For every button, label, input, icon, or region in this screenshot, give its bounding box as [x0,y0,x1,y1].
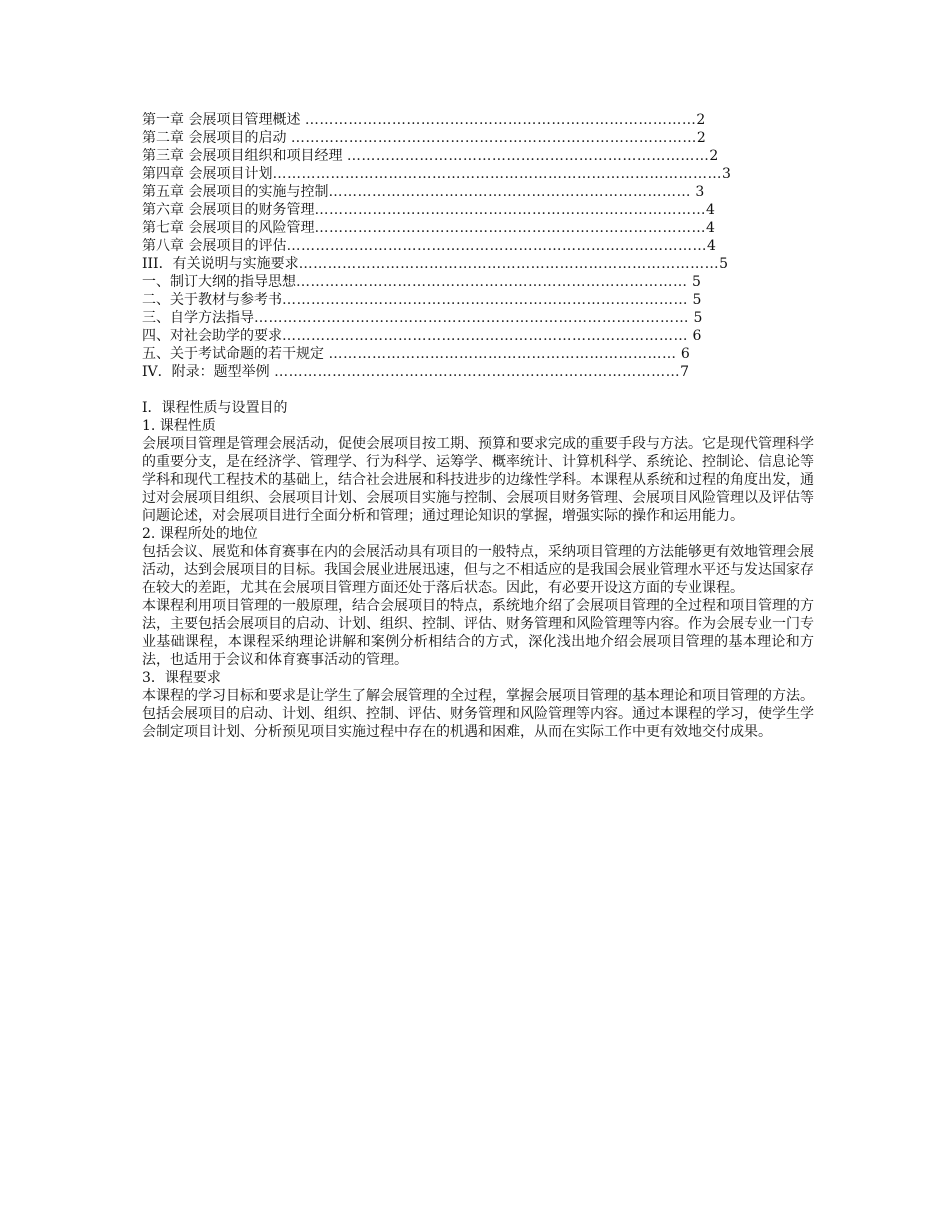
toc-entry-title: 第六章 会展项目的财务管理 [142,202,315,218]
toc-page-number: 2 [709,148,719,164]
toc-page-number: 6 [676,346,690,362]
toc-leader-dots: ……………………………………………………………………… [296,274,688,290]
toc-page-number: 5 [719,256,729,272]
spacer [142,381,822,399]
paragraph-requirements: 本课程的学习目标和要求是让学生了解会展管理的全过程，掌握会展项目管理的基本理论和项目管理的方法。包括会展项目的启动、计划、组织、控制、评估、财务管理和风险管理等内容。通过本课程的学习，使学生学会制定项目计划、分析预见项目实施过程中存在的机遇和困难，从而在实际工作中更有效地交付成果。 [142,688,814,740]
toc-page-number: 4 [705,220,715,236]
subsection-title-requirements: 3．课程要求 [142,670,221,686]
toc-page-number: 4 [705,202,715,218]
toc-leader-dots: ………………………………………………………………………… [290,130,697,146]
table-of-contents [142,111,822,381]
toc-entry-title: IV．附录：题型举例 [142,364,275,380]
toc-entry[interactable] [142,147,822,165]
toc-leader-dots: ……………………………………………………………………… [304,112,697,128]
toc-entry-title: 一、制订大纲的指导思想 [142,274,296,290]
toc-entry-title: 第五章 会展项目的实施与控制 [142,184,329,200]
toc-leader-dots: ………………………………………………………………………………… [272,166,722,182]
toc-leader-dots: …………………………………………………………………………… [298,256,720,272]
toc-entry[interactable] [142,129,822,147]
toc-entry[interactable] [142,237,822,255]
document-page [142,111,822,741]
toc-leader-dots: ……………………………………………………………………… [314,202,706,218]
toc-entry[interactable] [142,165,822,183]
toc-entry[interactable] [142,255,822,273]
toc-page-number: 3 [690,184,705,200]
toc-page-number: 3 [721,166,731,182]
toc-page-number: 5 [688,292,702,308]
toc-leader-dots: ………………………………………………………………… [346,148,710,164]
subsection-title-nature: 1. 课程性质 [142,418,216,434]
toc-leader-dots: …………………………………………………………………………… [286,238,707,254]
toc-entry[interactable] [142,291,822,309]
toc-entry-title: 四、对社会助学的要求 [142,328,282,344]
toc-entry-title: 二、关于教材与参考书 [142,292,282,308]
toc-entry-title: III．有关说明与实施要求 [142,256,299,272]
toc-entry[interactable] [142,183,822,201]
toc-leader-dots: ………………………………………………………………… [328,184,691,200]
toc-leader-dots: ………………………………………………………………………… [282,328,688,344]
toc-entry-title: 第四章 会展项目计划 [142,166,273,182]
toc-page-number: 4 [706,238,716,254]
section-title: I．课程性质与设置目的 [142,400,288,416]
paragraph-content: 本课程利用项目管理的一般原理，结合会展项目的特点，系统地介绍了会展项目管理的全过程和项目管理的方法，主要包括会展项目的启动、计划、组织、控制、评估、财务管理和风险管理等内容。作为会展专业一门专业基础课程，本课程采纳理论讲解和案例分析相结合的方式，深化浅出地介绍会展项目管理的基本理论和方法，也适用于会议和体育赛事活动的管理。 [142,598,814,668]
toc-entry[interactable] [142,219,822,237]
toc-entry-title: 第三章 会展项目组织和项目经理 [142,148,347,164]
toc-page-number: 7 [680,364,690,380]
paragraph-position: 包括会议、展览和体育赛事在内的会展活动具有项目的一般特点，采纳项目管理的方法能够更有效地管理会展活动，达到会展项目的目标。我国会展业进展迅速，但与之不相适应的是我国会展业管理水平还与发达国家存在较大的差距，尤其在会展项目管理方面还处于落后状态。因此，有必要开设这方面的专业课程。 [142,544,814,596]
toc-entry[interactable] [142,273,822,291]
subsection-title-position: 2. 课程所处的地位 [142,526,258,542]
toc-page-number: 2 [696,112,706,128]
toc-entry[interactable] [142,309,822,327]
toc-entry[interactable] [142,363,822,381]
toc-entry-title: 五、关于考试命题的若干规定 [142,346,329,362]
toc-entry[interactable] [142,327,822,345]
toc-page-number: 5 [687,274,701,290]
toc-entry[interactable] [142,111,822,129]
toc-entry[interactable] [142,201,822,219]
toc-entry-title: 第二章 会展项目的启动 [142,130,291,146]
toc-leader-dots: ……………………………………………………………… [328,346,677,362]
toc-entry[interactable] [142,345,822,363]
toc-leader-dots: ………………………………………………………………………… [282,292,688,308]
toc-leader-dots: ……………………………………………………………………… [314,220,706,236]
toc-page-number: 6 [688,328,702,344]
toc-entry-title: 三、自学方法指导 [142,310,254,326]
toc-page-number: 2 [696,130,706,146]
toc-page-number: 5 [689,310,703,326]
toc-entry-title: 第七章 会展项目的风险管理 [142,220,315,236]
toc-entry-title: 第八章 会展项目的评估 [142,238,287,254]
toc-leader-dots: ………………………………………………………………………… [274,364,681,380]
toc-entry-title: 第一章 会展项目管理概述 [142,112,305,128]
paragraph-nature: 会展项目管理是管理会展活动，促使会展项目按工期、预算和要求完成的重要手段与方法。它是现代管理科学的重要分支，是在经济学、管理学、行为科学、运筹学、概率统计、计算机科学、系统论、控制论、信息论等学科和现代工程技术的基础上，结合社会进展和科技进步的边缘性学科。本课程从系统和过程的角度出发，通过对会展项目组织、会展项目计划、会展项目实施与控制、会展项目财务管理、会展项目风险管理以及评估等问题论述，对会展项目进行全面分析和管理；通过理论知识的掌握，增强实际的操作和运用能力。 [142,436,814,524]
toc-leader-dots: ……………………………………………………………………………… [254,310,689,326]
